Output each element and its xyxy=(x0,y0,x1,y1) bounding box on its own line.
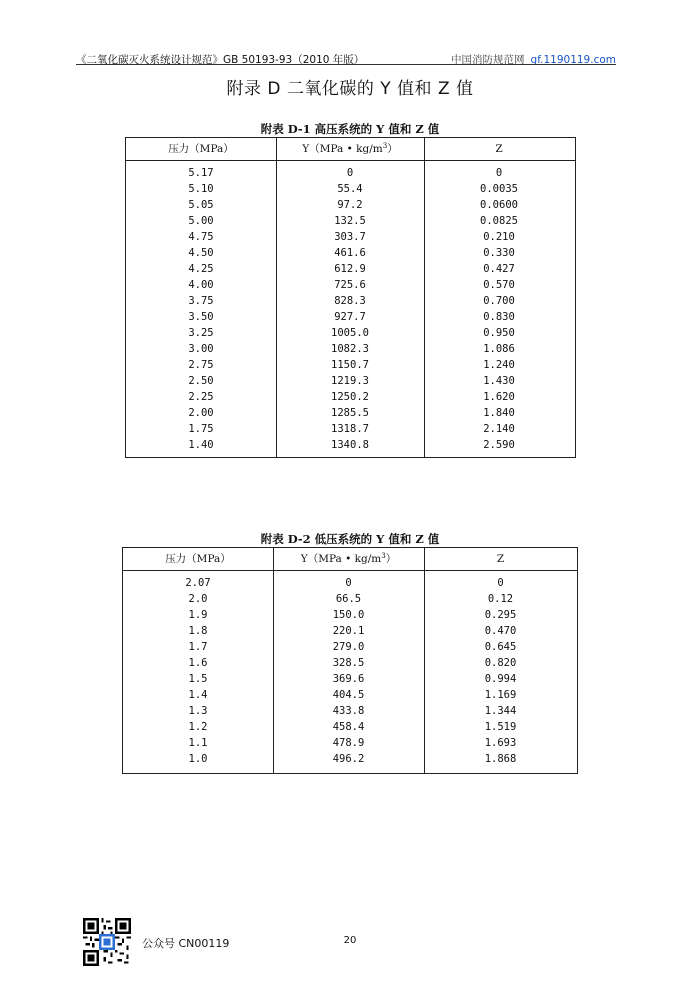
table2-caption: 附表 D-2 低压系统的 Y 值和 Z 值 xyxy=(260,532,440,546)
table-row xyxy=(123,591,577,607)
z-value-cell: 1.169 xyxy=(484,689,517,701)
z-value-cell: 0.570 xyxy=(483,279,515,291)
y-value-cell: 828.3 xyxy=(334,295,366,307)
z-value-cell: 1.519 xyxy=(484,721,517,733)
table1 xyxy=(125,137,576,458)
pressure-cell: 2.75 xyxy=(188,359,214,371)
page-number: 20 xyxy=(343,935,357,946)
y-value-cell: 1005.0 xyxy=(331,327,369,339)
pressure-cell: 5.17 xyxy=(188,167,214,179)
table1-header-z: Z xyxy=(495,143,503,155)
z-value-cell: 0.950 xyxy=(483,327,515,339)
y-value-cell: 458.4 xyxy=(332,721,365,733)
pressure-cell: 4.50 xyxy=(188,247,214,259)
z-value-cell: 0.427 xyxy=(483,263,515,275)
pressure-cell: 3.75 xyxy=(188,295,214,307)
y-value-cell: 433.8 xyxy=(332,705,365,717)
table2-body xyxy=(123,575,577,767)
pressure-cell: 1.2 xyxy=(188,721,208,733)
y-value-cell: 1318.7 xyxy=(331,423,369,435)
y-value-cell: 0 xyxy=(345,577,352,589)
y-value-cell: 927.7 xyxy=(334,311,366,323)
table-row xyxy=(126,213,575,229)
pressure-cell: 5.00 xyxy=(188,215,214,227)
pressure-cell: 1.3 xyxy=(188,705,208,717)
pressure-cell: 2.50 xyxy=(188,375,214,387)
table-row xyxy=(123,703,577,719)
table2-header-y xyxy=(273,548,424,570)
z-value-cell: 0.12 xyxy=(487,593,514,605)
z-value-cell: 0.994 xyxy=(484,673,517,685)
y-value-cell: 55.4 xyxy=(337,183,363,195)
z-value-cell: 2.590 xyxy=(483,439,515,451)
z-value-cell: 0.830 xyxy=(483,311,515,323)
z-value-cell: 1.840 xyxy=(483,407,515,419)
y-value-cell: 404.5 xyxy=(332,689,365,701)
pressure-cell: 1.40 xyxy=(188,439,214,451)
document-header-title: 《二氧化碳灭火系统设计规范》GB 50193-93（2010 年版） xyxy=(76,54,365,66)
y-value-cell: 1150.7 xyxy=(331,359,369,371)
table-row xyxy=(123,719,577,735)
y-header-close: ） xyxy=(385,553,397,565)
table-row xyxy=(126,421,575,437)
pressure-cell: 1.9 xyxy=(188,609,208,621)
y-value-cell: 612.9 xyxy=(334,263,366,275)
pressure-cell: 5.05 xyxy=(188,199,214,211)
z-value-cell: 0.330 xyxy=(483,247,515,259)
y-value-cell: 220.1 xyxy=(332,625,365,637)
table-row xyxy=(126,389,575,405)
z-value-cell: 0.0035 xyxy=(480,183,518,195)
y-value-cell: 725.6 xyxy=(334,279,366,291)
table-row xyxy=(123,623,577,639)
y-value-cell: 1082.3 xyxy=(331,343,369,355)
z-value-cell: 0.0600 xyxy=(480,199,518,211)
pressure-cell: 4.25 xyxy=(188,263,214,275)
z-value-cell: 0.645 xyxy=(484,641,517,653)
z-value-cell: 1.344 xyxy=(484,705,517,717)
page-title: 附录 D 二氧化碳的 Y 值和 Z 值 xyxy=(226,79,474,99)
z-value-cell: 0.210 xyxy=(483,231,515,243)
table-row xyxy=(126,229,575,245)
y-header-exponent: 3 xyxy=(382,142,388,150)
pressure-cell: 1.8 xyxy=(188,625,208,637)
y-header-close: ） xyxy=(387,143,398,155)
y-value-cell: 1285.5 xyxy=(331,407,369,419)
y-value-cell: 66.5 xyxy=(335,593,362,605)
y-value-cell: 132.5 xyxy=(334,215,366,227)
z-value-cell: 2.140 xyxy=(483,423,515,435)
y-value-cell: 496.2 xyxy=(332,753,365,765)
y-value-cell: 328.5 xyxy=(332,657,365,669)
z-value-cell: 1.693 xyxy=(484,737,517,749)
table2-header-pressure: 压力（MPa） xyxy=(165,553,231,565)
pressure-cell: 1.7 xyxy=(188,641,208,653)
z-value-cell: 1.868 xyxy=(484,753,517,765)
wechat-account: 公众号 CN00119 xyxy=(142,937,230,950)
pressure-cell: 3.25 xyxy=(188,327,214,339)
pressure-cell: 3.50 xyxy=(188,311,214,323)
y-value-cell: 279.0 xyxy=(332,641,365,653)
z-value-cell: 1.430 xyxy=(483,375,515,387)
z-value-cell: 0.820 xyxy=(484,657,517,669)
site-url-link[interactable]: gf.1190119.com xyxy=(530,54,616,66)
y-header-exponent: 3 xyxy=(381,552,386,560)
z-value-cell: 0 xyxy=(495,167,503,179)
pressure-cell: 1.75 xyxy=(188,423,214,435)
table-row xyxy=(123,735,577,751)
table-row xyxy=(123,671,577,687)
table-row xyxy=(126,357,575,373)
pressure-cell: 4.75 xyxy=(188,231,214,243)
table1-header-pressure: 压力（MPa） xyxy=(168,143,234,155)
table-row xyxy=(123,655,577,671)
pressure-cell: 2.07 xyxy=(185,577,211,589)
z-value-cell: 1.620 xyxy=(483,391,515,403)
table-row xyxy=(123,639,577,655)
table-row xyxy=(126,277,575,293)
table-row xyxy=(126,325,575,341)
site-name: 中国消防规范网 xyxy=(451,54,525,66)
table-row xyxy=(123,607,577,623)
y-value-cell: 1250.2 xyxy=(331,391,369,403)
table-row xyxy=(126,309,575,325)
table-row xyxy=(126,261,575,277)
y-header-text: Y（MPa • kg/m xyxy=(300,553,382,565)
table-row xyxy=(123,751,577,767)
pressure-cell: 1.0 xyxy=(188,753,208,765)
table-row xyxy=(126,165,575,181)
y-value-cell: 150.0 xyxy=(332,609,365,621)
z-value-cell: 1.086 xyxy=(483,343,515,355)
table-row xyxy=(123,575,577,591)
z-value-cell: 1.240 xyxy=(483,359,515,371)
pressure-cell: 2.00 xyxy=(188,407,214,419)
z-value-cell: 0.700 xyxy=(483,295,515,307)
z-value-cell: 0.0825 xyxy=(480,215,518,227)
table-row xyxy=(126,405,575,421)
table-row xyxy=(126,437,575,453)
z-value-cell: 0.295 xyxy=(484,609,517,621)
pressure-cell: 1.1 xyxy=(188,737,208,749)
y-value-cell: 478.9 xyxy=(332,737,365,749)
y-value-cell: 0 xyxy=(346,167,354,179)
y-value-cell: 303.7 xyxy=(334,231,366,243)
pressure-cell: 2.0 xyxy=(188,593,208,605)
z-value-cell: 0 xyxy=(497,577,504,589)
y-value-cell: 1340.8 xyxy=(331,439,369,451)
table-row xyxy=(126,197,575,213)
pressure-cell: 1.4 xyxy=(188,689,208,701)
table1-caption: 附表 D-1 高压系统的 Y 值和 Z 值 xyxy=(260,122,440,136)
table1-header-y xyxy=(276,138,424,160)
y-value-cell: 1219.3 xyxy=(331,375,369,387)
y-header-text: Y（MPa • kg/m xyxy=(302,143,383,155)
table-row xyxy=(126,373,575,389)
table-row xyxy=(123,687,577,703)
y-value-cell: 369.6 xyxy=(332,673,365,685)
pressure-cell: 1.6 xyxy=(188,657,208,669)
pressure-cell: 2.25 xyxy=(188,391,214,403)
table2-header-z: Z xyxy=(496,553,505,565)
y-value-cell: 97.2 xyxy=(337,199,363,211)
table-row xyxy=(126,245,575,261)
table-row xyxy=(126,341,575,357)
table2 xyxy=(122,547,578,774)
header-divider xyxy=(76,64,616,65)
pressure-cell: 4.00 xyxy=(188,279,214,291)
pressure-cell: 1.5 xyxy=(188,673,208,685)
z-value-cell: 0.470 xyxy=(484,625,517,637)
table-row xyxy=(126,293,575,309)
pressure-cell: 3.00 xyxy=(188,343,214,355)
pressure-cell: 5.10 xyxy=(188,183,214,195)
y-value-cell: 461.6 xyxy=(334,247,366,259)
table-row xyxy=(126,181,575,197)
table1-body xyxy=(126,165,575,453)
